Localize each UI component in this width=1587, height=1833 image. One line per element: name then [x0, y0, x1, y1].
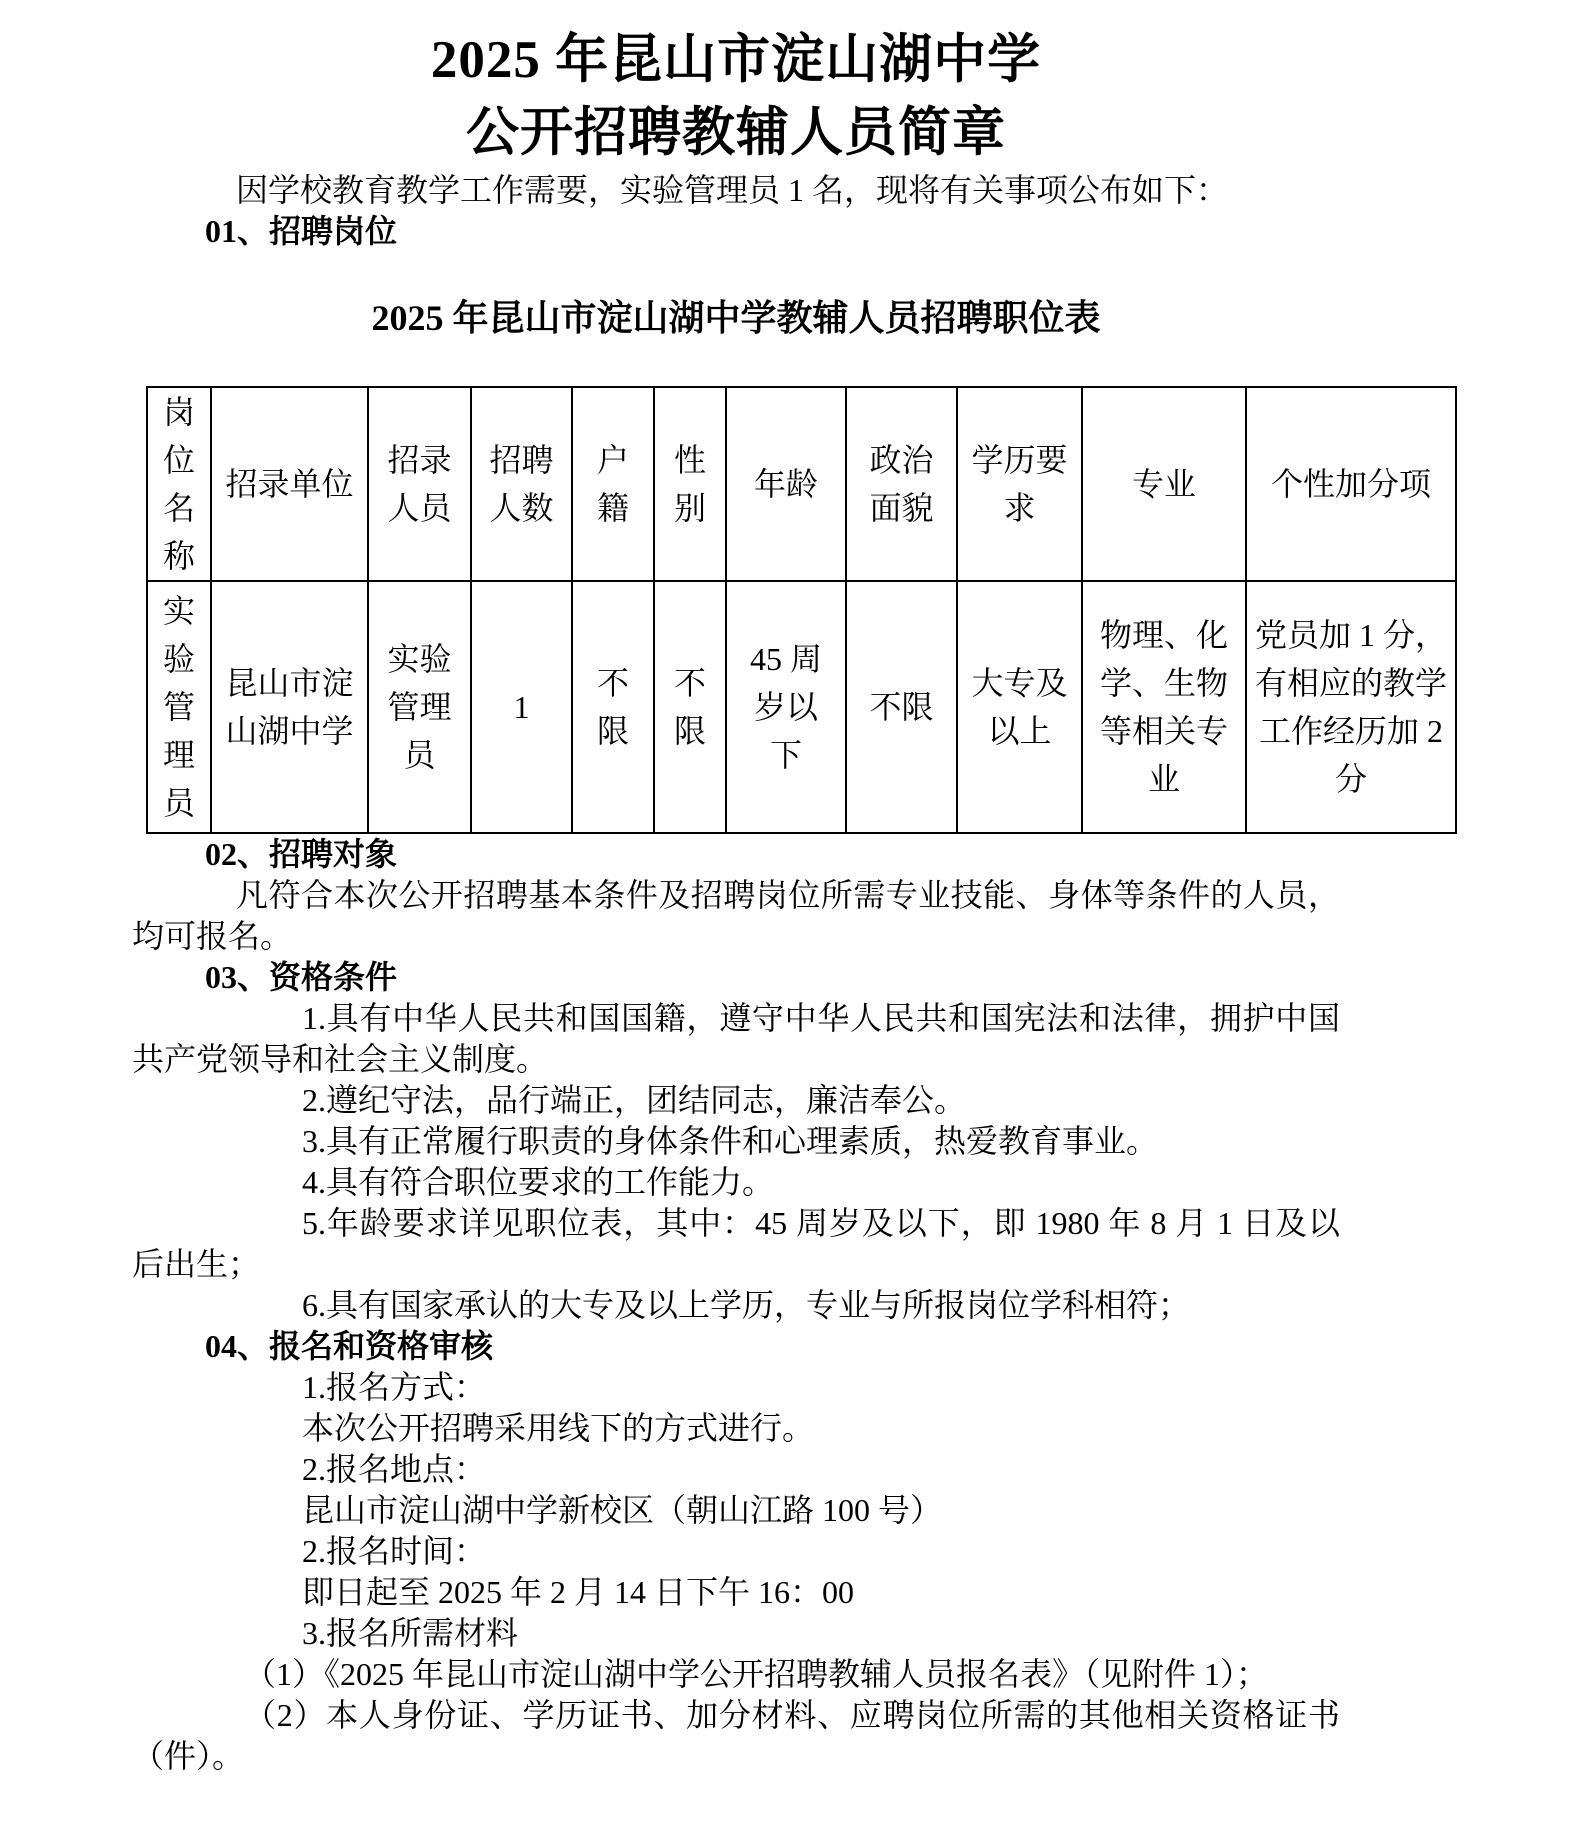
document-title-line2: 公开招聘教辅人员简章	[466, 104, 1006, 162]
section-04-item-2: 本次公开招聘采用线下的方式进行。	[302, 1410, 815, 1446]
job-table-title: 2025 年昆山市淀山湖中学教辅人员招聘职位表	[371, 298, 1101, 338]
section-03-item-2: 2.遵纪守法，品行端正，团结同志，廉洁奉公。	[302, 1082, 967, 1118]
header-household: 户籍	[572, 387, 654, 581]
section-04-item-7: 3.报名所需材料	[302, 1615, 519, 1651]
section-03-item-6: 6.具有国家承认的大专及以上学历，专业与所报岗位学科相符；	[302, 1287, 1191, 1323]
section-04-item-8: （1）《2025 年昆山市淀山湖中学公开招聘教辅人员报名表》（见附件 1）；	[244, 1656, 1269, 1692]
job-position-table	[146, 386, 1457, 834]
header-post-name: 岗位名称	[147, 387, 211, 581]
header-age: 年龄	[726, 387, 846, 581]
section-04-item-5: 2.报名时间：	[302, 1533, 487, 1569]
header-gender: 性别	[654, 387, 726, 581]
document-title-line1: 2025 年昆山市淀山湖中学	[430, 31, 1042, 89]
intro-paragraph: 因学校教育教学工作需要，实验管理员 1 名，现将有关事项公布如下：	[236, 172, 1229, 208]
cell-household: 不限	[572, 581, 654, 833]
section-03-item-4: 4.具有符合职位要求的工作能力。	[302, 1164, 775, 1200]
section-03-item-5: 5.年龄要求详见职位表，其中：45 周岁及以下，即 1980 年 8 月 1 日及以后出生；	[132, 1205, 1340, 1282]
cell-age: 45 周岁以下	[726, 581, 846, 833]
cell-gender: 不限	[654, 581, 726, 833]
header-recruit-count: 招聘人数	[471, 387, 572, 581]
header-bonus-items: 个性加分项	[1246, 387, 1456, 581]
header-recruit-unit: 招录单位	[211, 387, 368, 581]
cell-education: 大专及以上	[957, 581, 1082, 833]
table-header-row	[147, 387, 1456, 581]
cell-political-status: 不限	[846, 581, 957, 833]
header-recruit-person: 招录人员	[368, 387, 471, 581]
section-04-heading: 04、报名和资格审核	[205, 1328, 494, 1364]
cell-bonus-items: 党员加 1 分，有相应的教学工作经历加 2 分	[1246, 581, 1456, 833]
section-02-heading: 02、招聘对象	[205, 836, 398, 872]
cell-post-name: 实验管理员	[147, 581, 211, 833]
cell-major: 物理、化学、生物等相关专业	[1082, 581, 1246, 833]
section-04-item-1: 1.报名方式：	[302, 1369, 487, 1405]
cell-recruit-unit: 昆山市淀山湖中学	[211, 581, 368, 833]
section-04-item-9: （2）本人身份证、学历证书、加分材料、应聘岗位所需的其他相关资格证书（件）。	[132, 1697, 1340, 1774]
cell-recruit-person: 实验管理员	[368, 581, 471, 833]
section-04-item-6: 即日起至 2025 年 2 月 14 日下午 16：00	[302, 1574, 855, 1610]
section-03-heading: 03、资格条件	[205, 959, 398, 995]
section-02-paragraph: 凡符合本次公开招聘基本条件及招聘岗位所需专业技能、身体等条件的人员，均可报名。	[132, 877, 1340, 954]
header-education: 学历要求	[957, 387, 1082, 581]
section-01-heading: 01、招聘岗位	[205, 213, 398, 249]
table-data-row	[147, 581, 1456, 833]
section-04-item-4: 昆山市淀山湖中学新校区（朝山江路 100 号）	[302, 1492, 943, 1528]
section-03-item-3: 3.具有正常履行职责的身体条件和心理素质，热爱教育事业。	[302, 1123, 1159, 1159]
header-political-status: 政治面貌	[846, 387, 957, 581]
section-03-item-1: 1.具有中华人民共和国国籍，遵守中华人民共和国宪法和法律，拥护中国共产党领导和社会主义制度。	[132, 1000, 1340, 1077]
cell-recruit-count: 1	[471, 581, 572, 833]
header-major: 专业	[1082, 387, 1246, 581]
section-04-item-3: 2.报名地点：	[302, 1451, 487, 1487]
